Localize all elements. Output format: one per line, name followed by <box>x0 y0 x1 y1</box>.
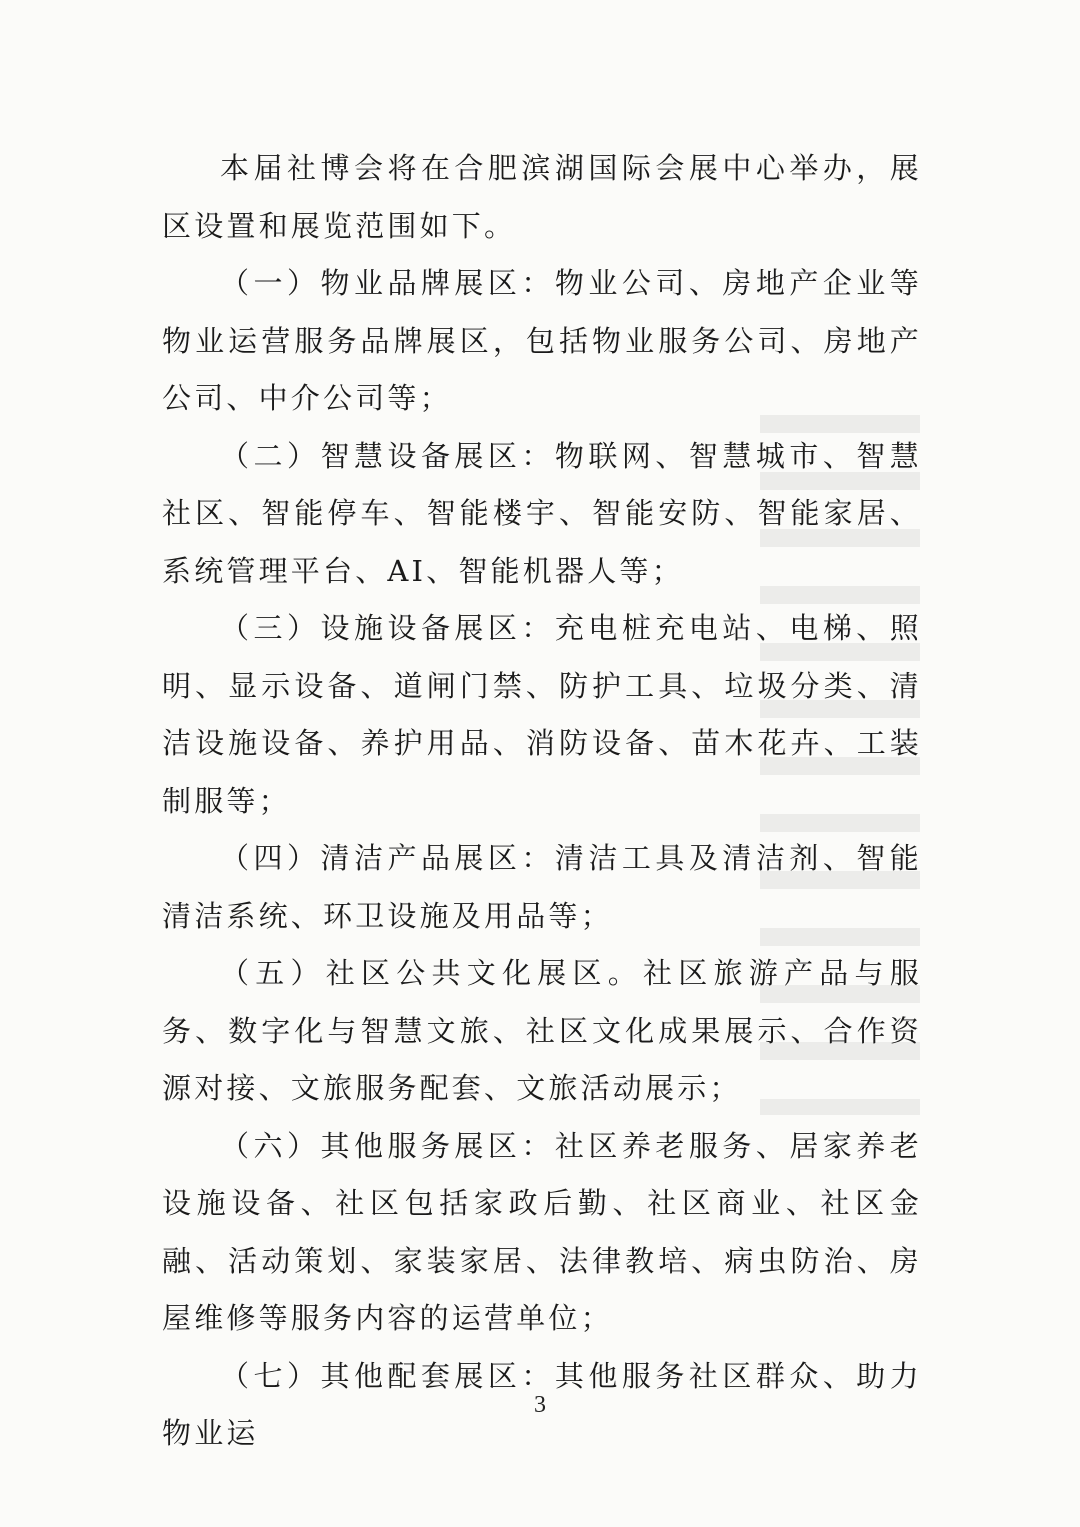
page-number: 3 <box>534 1392 546 1418</box>
paragraph-intro: 本届社博会将在合肥滨湖国际会展中心举办，展区设置和展览范围如下。 <box>162 151 922 243</box>
paragraph-zone-6-other-services: （六）其他服务展区：社区养老服务、居家养老设施设备、社区包括家政后勤、社区商业、社区金融、活动策划、家装家居、法律教培、病虫防治、房屋维修等服务内容的运营单位； <box>162 1128 922 1335</box>
paragraph-zone-2-smart-equipment: （二）智慧设备展区：物联网、智慧城市、智慧社区、智能停车、智能楼宇、智能安防、智能家居、系统管理平台、AI、智能机器人等； <box>162 438 922 588</box>
paragraph-zone-5-culture: （五）社区公共文化展区。社区旅游产品与服务、数字化与智慧文旅、社区文化成果展示、合作资源对接、文旅服务配套、文旅活动展示； <box>162 956 922 1105</box>
paragraph-zone-3-facilities: （三）设施设备展区：充电桩充电站、电梯、照明、显示设备、道闸门禁、防护工具、垃圾分类、清洁设施设备、养护用品、消防设备、苗木花卉、工装制服等； <box>162 611 922 818</box>
document-body <box>162 140 922 1463</box>
paragraph-zone-1-property-brand: （一）物业品牌展区：物业公司、房地产企业等物业运营服务品牌展区，包括物业服务公司、房地产公司、中介公司等； <box>162 266 922 415</box>
paragraph-zone-7-other-supporting: （七）其他配套展区：其他服务社区群众、助力物业运 <box>162 1358 922 1450</box>
paragraph-zone-4-cleaning: （四）清洁产品展区：清洁工具及清洁剂、智能清洁系统、环卫设施及用品等； <box>162 841 922 933</box>
